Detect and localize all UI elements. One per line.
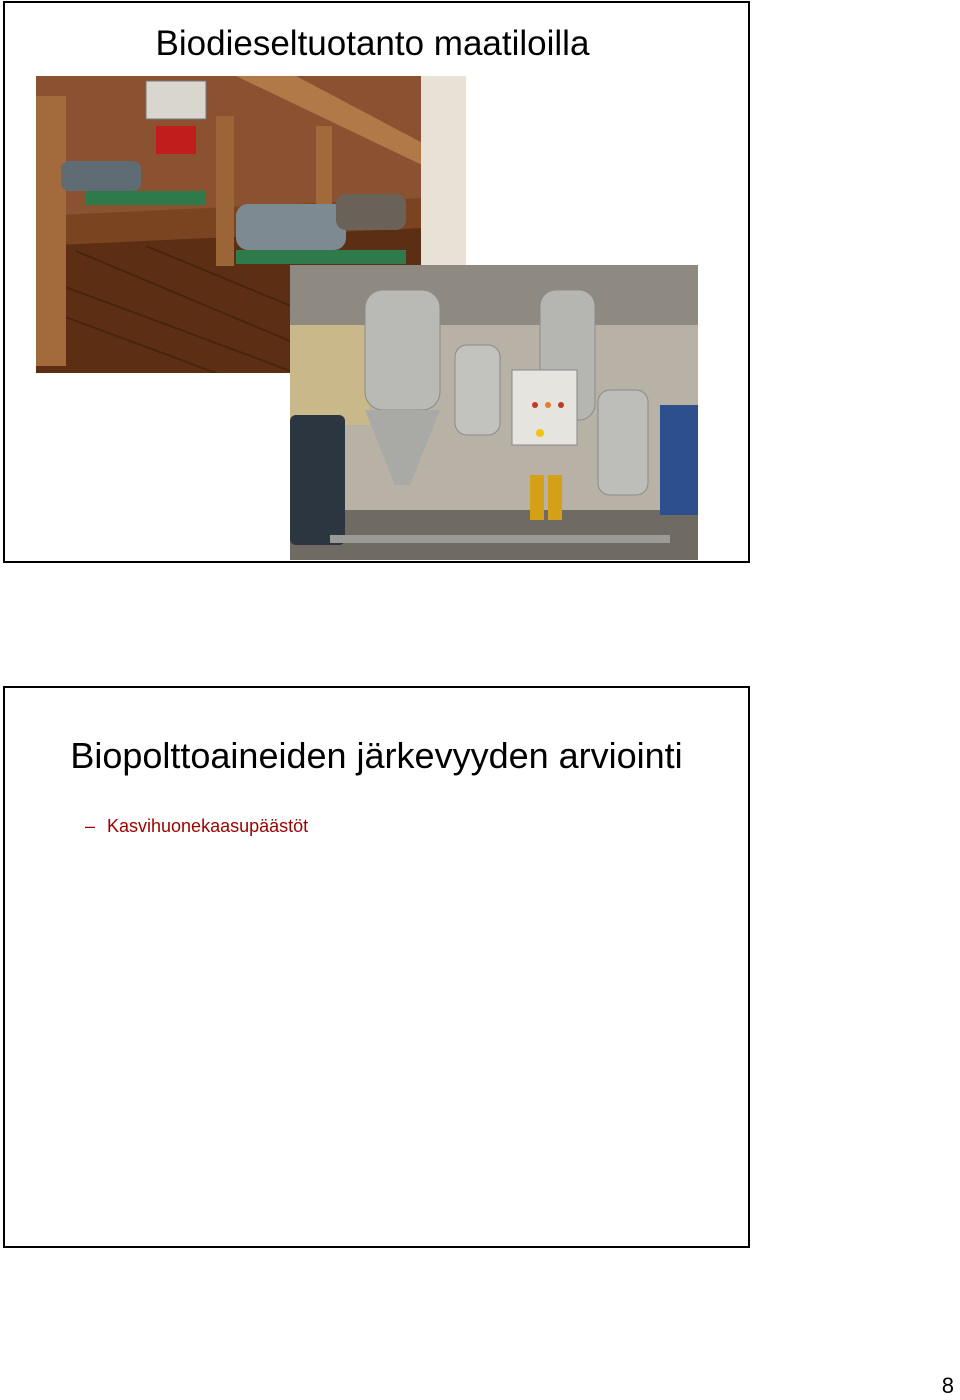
- slide-1: [3, 1, 750, 563]
- page-number: 8: [941, 1373, 954, 1398]
- bullet-item: [85, 816, 308, 837]
- bullet-text: Kasvihuonekaasupäästöt: [107, 816, 309, 836]
- slide-2-title: Biopolttoaineiden järkevyyden arviointi: [70, 735, 683, 776]
- slide-1-title: Biodieseltuotanto maatiloilla: [155, 24, 590, 63]
- biodiesel-processor-tanks-photo: [290, 265, 698, 560]
- slide-2: [3, 686, 750, 1248]
- dash-bullet-icon: –: [85, 816, 96, 836]
